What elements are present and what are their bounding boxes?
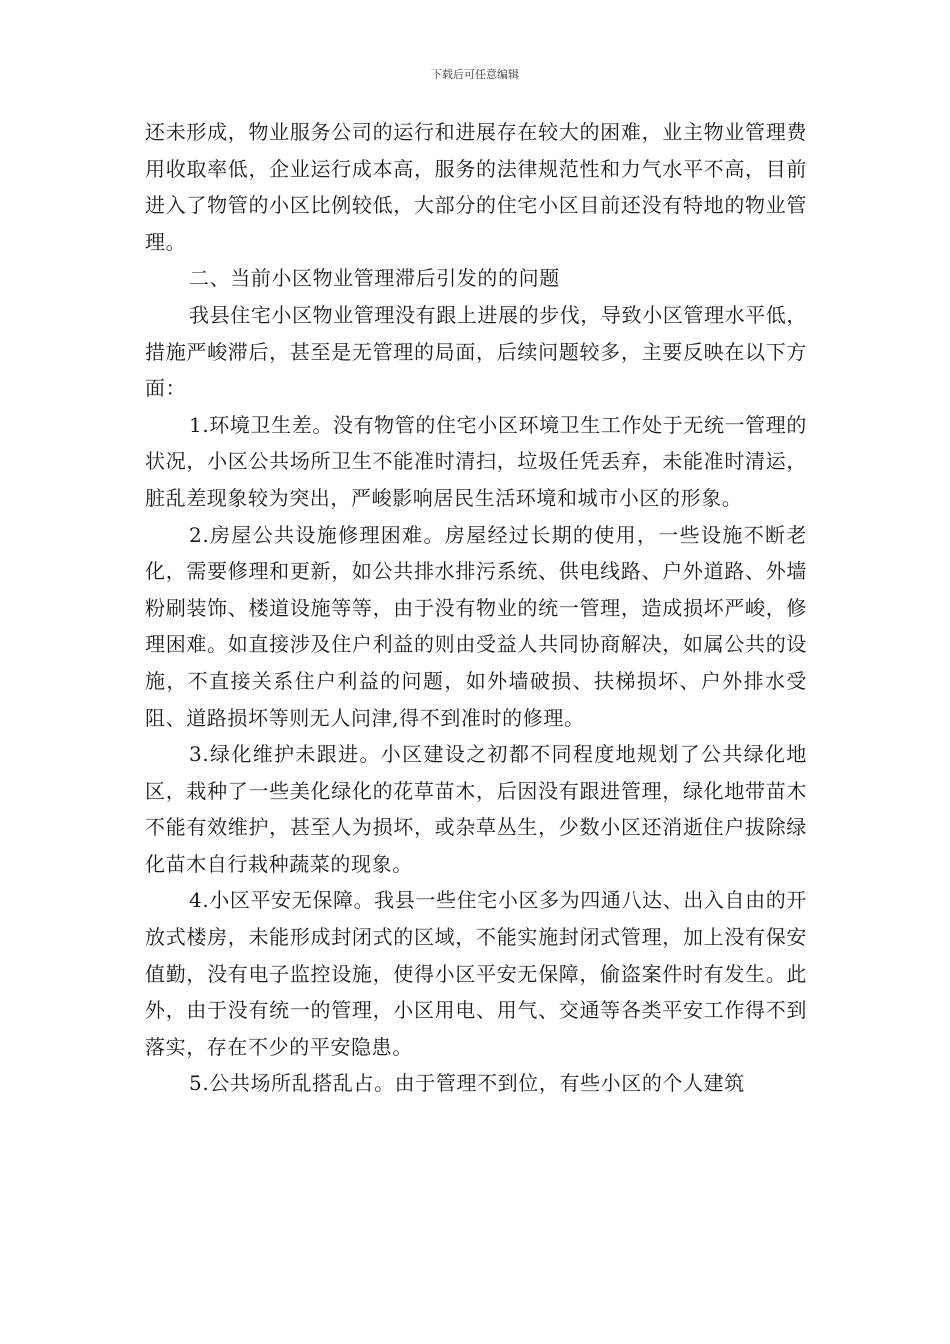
paragraph-item-5: 5.公共场所乱搭乱占。由于管理不到位，有些小区的个人建筑: [189, 1071, 745, 1096]
paragraph-intro: 我县住宅小区物业管理没有跟上进展的步伐，导致小区管理水平低，措施严峻滞后，甚至是无管理的局面，后续问题较多，主要反映在以下方面：: [145, 302, 807, 401]
document-body: [145, 114, 807, 1102]
section-heading: 二、当前小区物业管理滞后引发的的问题: [189, 266, 560, 291]
paragraph-continuation: 还未形成，物业服务公司的运行和进展存在较大的困难，业主物业管理费用收取率低，企业运行成本高，服务的法律规范性和力气水平不高，目前进入了物管的小区比例较低，大部分的住宅小区目前还没有特地的物业管理。: [145, 120, 807, 254]
paragraph-item-4: 4.小区平安无保障。我县一些住宅小区多为四通八达、出入自由的开放式楼房，未能形成封闭式的区域，不能实施封闭式管理，加上没有保安值勤，没有电子监控设施，使得小区平安无保障，偷盗案件时有发生。此外，由于没有统一的管理，小区用电、用气、交通等各类平安工作得不到落实，存在不少的平安隐患。: [145, 888, 807, 1059]
paragraph-item-3: 3.绿化维护未跟进。小区建设之初都不同程度地规划了公共绿化地区，栽种了一些美化绿化的花草苗木，后因没有跟进管理，绿化地带苗木不能有效维护，甚至人为损坏，或杂草丛生，少数小区还消逝住户拔除绿化苗木自行栽种蔬菜的现象。: [145, 742, 807, 876]
page-header-note: 下载后可任意编辑: [431, 68, 519, 81]
paragraph-item-1: 1.环境卫生差。没有物管的住宅小区环境卫生工作处于无统一管理的状况，小区公共场所卫生不能准时清扫，垃圾任凭丢弃，未能准时清运，脏乱差现象较为突出，严峻影响居民生活环境和城市小区的形象。: [145, 412, 807, 510]
paragraph-item-2: 2.房屋公共设施修理困难。房屋经过长期的使用，一些设施不断老化，需要修理和更新，如公共排水排污系统、供电线路、户外道路、外墙粉刷装饰、楼道设施等等，由于没有物业的统一管理，造成损坏严峻，修理困难。如直接涉及住户利益的则由受益人共同协商解决，如属公共的设施，不直接关系住户利益的问题，如外墙破损、扶梯损坏、户外排水受阻、道路损坏等则无人问津,得不到准时的修理。: [145, 522, 807, 730]
